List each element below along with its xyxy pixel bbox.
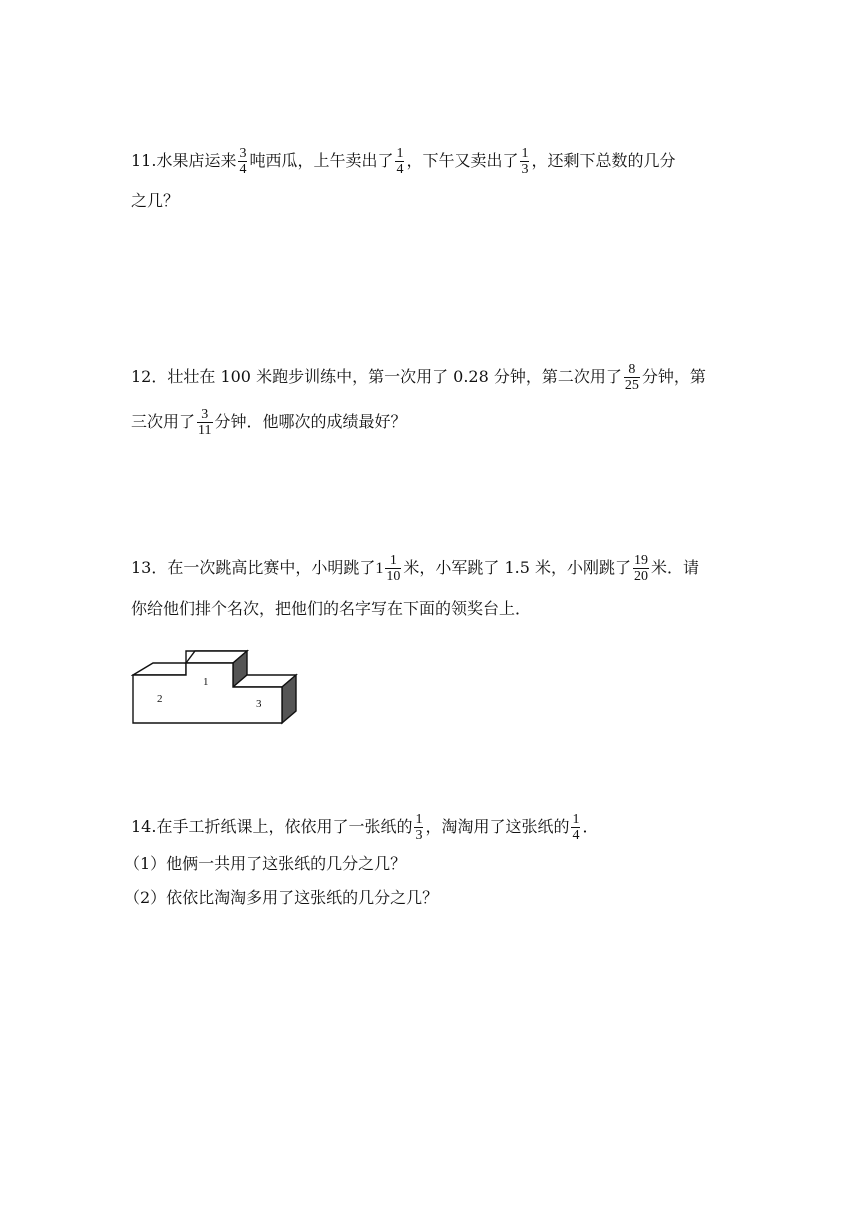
q13-fraction-19-20: $\frac{19}{20}$ (634, 553, 648, 584)
q12-text-2: 分钟，第 (641, 367, 706, 386)
q14-line1 (131, 812, 598, 843)
q14-fraction-one-quarter: $\frac{1}{4}$ (572, 812, 580, 843)
podium-second-top (133, 663, 186, 675)
q13-text-2: 米，小军跳了 1.5 米，小刚跳了 (403, 558, 631, 577)
podium-label-second: 2 (157, 693, 163, 705)
q13-text-1: 13．在一次跳高比赛中，小明跳了 (131, 558, 376, 577)
q14-text-1: 14.在手工折纸课上，依依用了一张纸的 (131, 817, 413, 836)
q13-line1 (131, 553, 699, 584)
q12-fraction-3-11: $\frac{3}{11}$ (198, 407, 212, 438)
podium-label-first: 1 (203, 676, 209, 688)
q11-text-4: ，还剩下总数的几分 (531, 151, 676, 170)
q12-text-1: 12．壮壮在 100 米跑步训练中，第一次用了 0.28 分钟，第二次用了 (131, 367, 622, 386)
q12-text-4: 分钟．他哪次的成绩最好？ (214, 412, 407, 431)
q12-line2 (131, 407, 407, 438)
q13-fraction-1-10: $\frac{1}{10}$ (386, 553, 401, 584)
q11-fraction-one-third: $\frac{1}{3}$ (521, 146, 529, 177)
q12-line1 (131, 362, 706, 393)
q11-fraction-one-quarter: $\frac{1}{4}$ (396, 146, 404, 177)
podium-illustration (131, 647, 301, 725)
q11-text-1: 11.水果店运来 (131, 151, 237, 170)
q11-line2: 之几？ (131, 191, 180, 210)
q14-text-3: ． (582, 817, 599, 836)
q14-sub-question-1: （1）他俩一共用了这张纸的几分之几？ (124, 854, 407, 873)
podium-label-third: 3 (256, 698, 262, 710)
q11-fraction-three-quarters: $\frac{3}{4}$ (239, 146, 247, 177)
q11-line1 (131, 146, 676, 177)
q11-text-2: 吨西瓜，上午卖出了 (249, 151, 394, 170)
q13-line2: 你给他们排个名次，把他们的名字写在下面的领奖台上． (131, 599, 532, 618)
q14-text-2: ，淘淘用了这张纸的 (425, 817, 570, 836)
q12-text-3: 三次用了 (131, 412, 196, 431)
q14-sub-question-2: （2）依依比淘淘多用了这张纸的几分之几？ (124, 888, 439, 907)
q11-text-3: ，下午又卖出了 (406, 151, 519, 170)
q13-mixed-whole: 1 (375, 560, 384, 577)
q12-fraction-8-25: $\frac{8}{25}$ (624, 362, 639, 393)
q13-text-3: 米．请 (651, 558, 700, 577)
q14-fraction-one-third: $\frac{1}{3}$ (415, 812, 423, 843)
